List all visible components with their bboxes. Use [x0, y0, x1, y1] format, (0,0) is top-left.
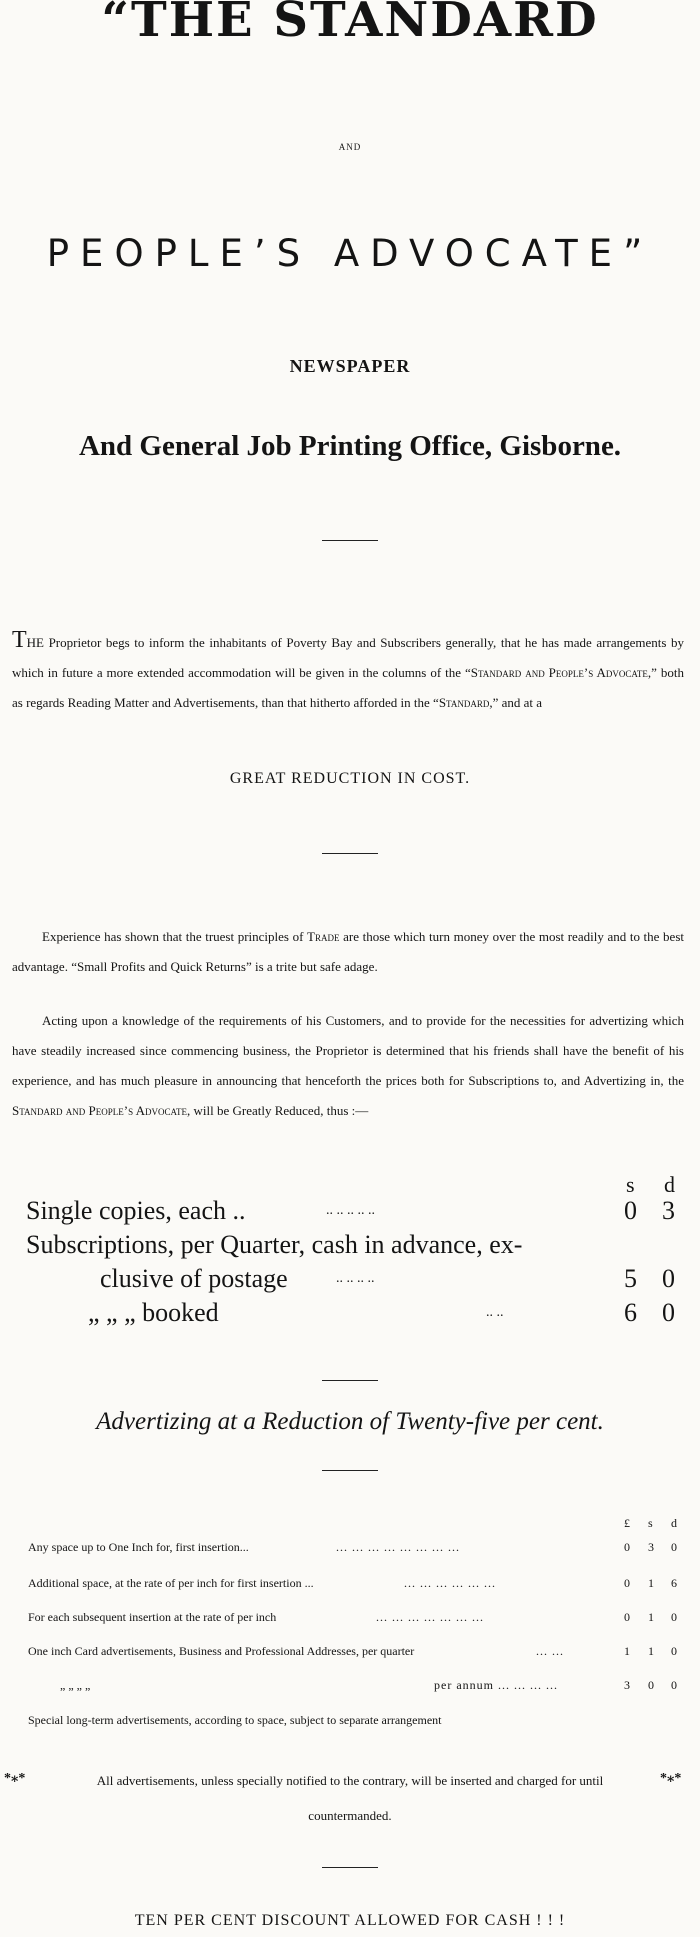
price-label: „ „ „ booked — [88, 1298, 219, 1327]
tariff-leader: ... ... ... ... ... ... — [404, 1576, 496, 1590]
price-shillings: 5 — [624, 1264, 637, 1293]
tariff-shillings: 3 — [648, 1540, 654, 1554]
price-row-postage — [26, 1262, 686, 1296]
asterism-left: *⁎* — [4, 1771, 26, 1786]
tariff-row — [28, 1537, 688, 1557]
divider-rule — [322, 853, 378, 854]
price-leader: .. .. .. .. — [336, 1271, 375, 1286]
price-row-booked — [26, 1296, 686, 1330]
col-header-pounds: £ — [624, 1516, 630, 1530]
tariff-label: „ „ „ „ — [60, 1678, 91, 1692]
tariff-label: Any space up to One Inch for, first insertion... — [28, 1540, 249, 1554]
masthead-advocate: PEOPLE’S ADVOCATE” — [46, 232, 654, 275]
tariff-label: Additional space, at the rate of per inch for first insertion ... — [28, 1576, 314, 1590]
col-header-pence: d — [671, 1516, 677, 1530]
special-arrangement-text: Special long-term advertisements, according to space, subject to separate arrangement — [28, 1713, 442, 1727]
experience-trade: Trade — [307, 929, 340, 944]
tariff-row — [28, 1607, 688, 1627]
intro-paragraph — [12, 628, 684, 718]
price-shillings: 6 — [624, 1298, 637, 1327]
tariff-pounds: 0 — [624, 1610, 630, 1624]
tariff-row — [28, 1641, 688, 1661]
tariff-shillings: 1 — [648, 1644, 654, 1658]
tariff-pence: 0 — [671, 1540, 677, 1554]
price-pence: 0 — [662, 1264, 675, 1293]
tariff-pence: 0 — [671, 1644, 677, 1658]
intro-text-2: ,” both as regards Reading Matter and Advertisements, than that hitherto afforded in the “ — [12, 665, 684, 710]
intro-text-1: HE Proprietor begs to inform the inhabitants of Poverty Bay and Subscribers generally, that he has made arrangements by which in future a more extended accommodation will be given in the columns of the “ — [12, 635, 684, 680]
dropcap: T — [12, 627, 27, 653]
cash-discount-footer: TEN PER CENT DISCOUNT ALLOWED FOR CASH ! ! ! — [134, 1912, 566, 1929]
price-pence: 3 — [662, 1196, 675, 1225]
tariff-label: One inch Card advertisements, Business and Professional Addresses, per quarter — [28, 1644, 415, 1658]
col-header-shillings: s — [648, 1516, 653, 1530]
experience-paragraph — [12, 922, 684, 982]
tariff-pounds: 1 — [624, 1644, 630, 1658]
tariff-leader: ... ... ... ... ... ... ... ... — [336, 1540, 460, 1554]
price-row-single — [26, 1194, 686, 1228]
experience-text-b: are those which turn money over the most readily and to the best advantage. “Small Profits and Quick Returns” is a trite but safe adage. — [12, 929, 685, 974]
tariff-shillings: 0 — [648, 1678, 654, 1692]
acting-text-a: Acting upon a knowledge of the requirements of his Customers, and to provide for the necessities for advertizing which have steadily increased since commencing business, the Proprietor is determined that his friends shall have the benefit of his experience, and has much pleasure in announcing that henceforth the prices both for Subscriptions to, and Advertizing in, the — [12, 1013, 684, 1088]
notice-line-2: countermanded. — [308, 1808, 392, 1823]
col-header-pence: d — [664, 1172, 675, 1197]
great-reduction-heading: GREAT REDUCTION IN COST. — [229, 770, 471, 787]
acting-paper-name: Standard and People’s Advocate — [12, 1103, 187, 1118]
masthead-newspaper: NEWSPAPER — [289, 356, 411, 376]
tariff-leader: per annum ... ... ... ... — [434, 1678, 558, 1692]
notice-line-1: All advertisements, unless specially notified to the contrary, will be inserted and charged for until — [96, 1773, 604, 1788]
tariff-row — [28, 1573, 688, 1593]
col-header-shillings: s — [626, 1172, 635, 1197]
tariff-pounds: 0 — [624, 1576, 630, 1590]
tariff-pounds: 3 — [624, 1678, 630, 1692]
tariff-label: For each subsequent insertion at the rate of per inch — [28, 1610, 277, 1624]
advertizing-heading: Advertizing at a Reduction of Twenty-five per cent. — [96, 1408, 604, 1435]
asterism-right: *⁎* — [660, 1771, 682, 1786]
tariff-leader: ... ... — [536, 1644, 564, 1658]
price-label: clusive of postage — [100, 1264, 288, 1293]
tariff-special-row — [28, 1710, 688, 1730]
tariff-pounds: 0 — [624, 1540, 630, 1554]
tariff-shillings: 1 — [648, 1610, 654, 1624]
price-label: Single copies, each .. — [26, 1196, 246, 1225]
divider-rule — [322, 1380, 378, 1381]
acting-paragraph — [12, 1006, 684, 1126]
price-leader: .. .. .. .. .. — [326, 1203, 375, 1218]
price-shillings: 0 — [624, 1196, 637, 1225]
tariff-leader: ... ... ... ... ... ... ... — [376, 1610, 484, 1624]
acting-text-b: , will be Greatly Reduced, thus :— — [187, 1103, 369, 1118]
office-subtitle: And General Job Printing Office, Gisborne. — [78, 430, 622, 462]
intro-paper-name: Standard and People’s Advocate — [470, 665, 648, 680]
intro-standard-name: Standard — [438, 695, 490, 710]
masthead-and: AND — [338, 142, 362, 152]
tariff-shillings: 1 — [648, 1576, 654, 1590]
price-leader: .. .. — [486, 1305, 504, 1320]
tariff-pence: 6 — [671, 1576, 677, 1590]
divider-rule — [322, 1867, 378, 1868]
price-pence: 0 — [662, 1298, 675, 1327]
price-row-quarter — [26, 1228, 686, 1262]
intro-text-3: ,” and at a — [489, 695, 543, 710]
price-label: Subscriptions, per Quarter, cash in advance, ex- — [26, 1230, 523, 1259]
tariff-pence: 0 — [671, 1678, 677, 1692]
masthead-title: “THE STANDARD — [101, 0, 599, 48]
divider-rule — [322, 540, 378, 541]
tariff-row — [28, 1675, 688, 1695]
experience-text-a: Experience has shown that the truest principles of — [42, 929, 308, 944]
divider-rule — [322, 1470, 378, 1471]
tariff-pence: 0 — [671, 1610, 677, 1624]
